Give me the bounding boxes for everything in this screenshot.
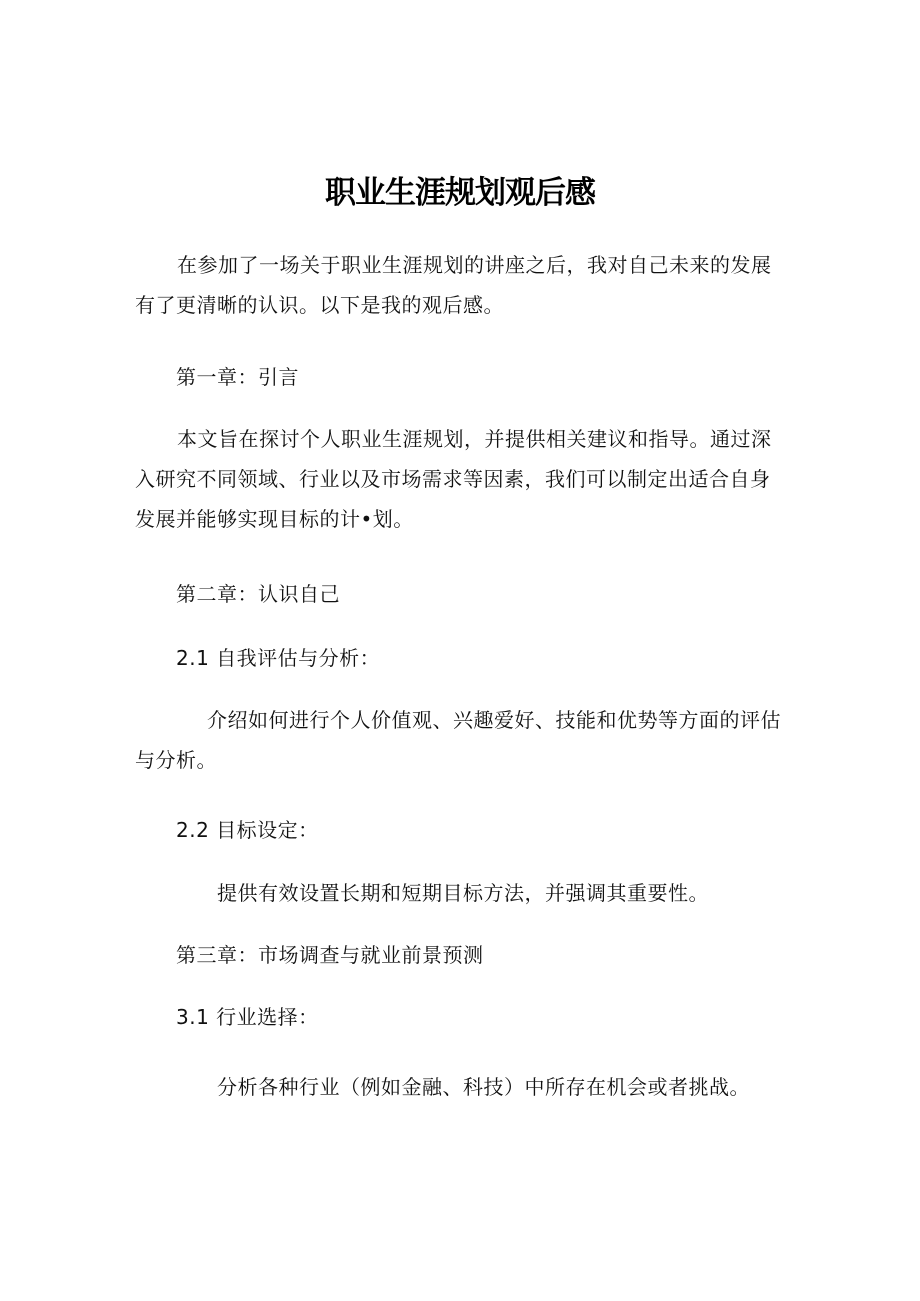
chapter1-paragraph: 本文旨在探讨个人职业生涯规划，并提供相关建议和指导。通过深入研究不同领域、行业以及市场需求等因素，我们可以制定出适合自身发展并能够实现目标的计•划。 bbox=[135, 427, 772, 531]
section-3-1-heading: 3.1 行业选择： bbox=[176, 1005, 319, 1029]
section-2-2-paragraph: 提供有效设置长期和短期目标方法，并强调其重要性。 bbox=[217, 881, 709, 905]
section-3-1-paragraph: 分析各种行业（例如金融、科技）中所存在机会或者挑战。 bbox=[217, 1075, 750, 1099]
chapter2-heading: 第二章：认识自己 bbox=[176, 582, 340, 606]
chapter3-heading: 第三章：市场调查与就业前景预测 bbox=[176, 943, 484, 967]
page-title: 职业生涯规划观后感 bbox=[325, 175, 595, 211]
section-2-1-paragraph: 介绍如何进行个人价值观、兴趣爱好、技能和优势等方面的评估与分析。 bbox=[135, 708, 781, 772]
intro-paragraph: 在参加了一场关于职业生涯规划的讲座之后，我对自己未来的发展有了更清晰的认识。以下是我的观后感。 bbox=[135, 253, 772, 317]
section-2-1-heading: 2.1 自我评估与分析： bbox=[176, 646, 381, 670]
chapter1-heading: 第一章：引言 bbox=[176, 365, 299, 389]
section-2-2-heading: 2.2 目标设定： bbox=[176, 818, 319, 842]
